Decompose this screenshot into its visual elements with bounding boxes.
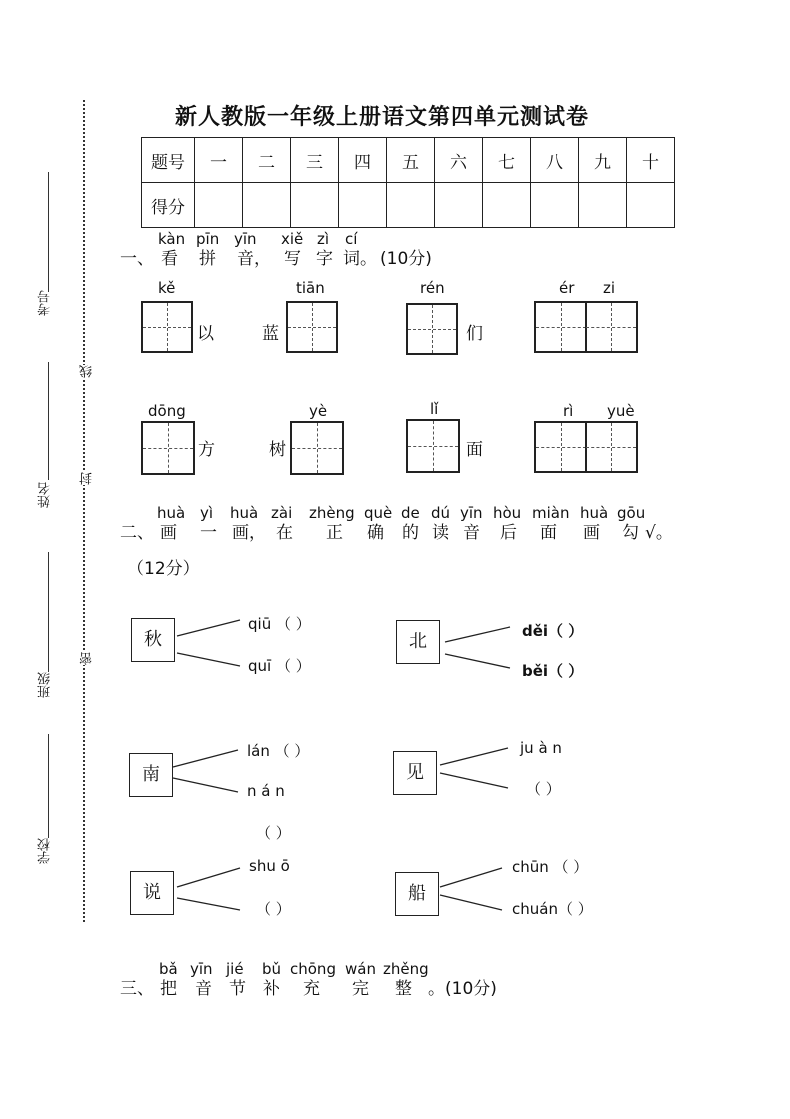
char-box-nan: 南 bbox=[129, 753, 173, 797]
section-number: 二、 bbox=[120, 523, 154, 543]
section-number: 一、 bbox=[120, 249, 154, 269]
pinyin: chōng bbox=[290, 960, 336, 978]
char-box-qiu: 秋 bbox=[131, 618, 175, 662]
hanzi: 在 bbox=[276, 523, 293, 543]
row-label-number: 题号 bbox=[142, 138, 195, 183]
pinyin-ke: kě bbox=[158, 279, 176, 297]
option-a[interactable]: qiū （ ） bbox=[248, 615, 311, 633]
char-box-chuan: 船 bbox=[395, 872, 439, 916]
hanzi-mian: 面 bbox=[466, 440, 483, 460]
option-a-blank[interactable]: （ ） bbox=[256, 900, 291, 918]
pinyin: huà bbox=[157, 504, 186, 522]
char-box-shuo: 说 bbox=[130, 871, 174, 915]
pinyin: dú bbox=[431, 504, 451, 522]
option-b[interactable]: běi（ ） bbox=[522, 662, 584, 680]
option-a[interactable]: lán （ ） bbox=[247, 742, 310, 760]
hanzi: 看 bbox=[161, 249, 178, 269]
pinyin-ren: rén bbox=[420, 279, 445, 297]
pinyin: hòu bbox=[493, 504, 522, 522]
row-label-score: 得分 bbox=[142, 183, 195, 228]
hanzi-men: 们 bbox=[466, 324, 483, 344]
section-number: 三、 bbox=[120, 979, 154, 999]
table-cell: 八 bbox=[531, 138, 579, 183]
hanzi: 字 bbox=[316, 249, 333, 269]
hanzi-shu: 树 bbox=[269, 440, 286, 460]
table-cell: 二 bbox=[243, 138, 291, 183]
section-score: 。(10分) bbox=[428, 979, 497, 999]
pinyin-dong: dōng bbox=[148, 402, 186, 420]
hanzi: 勾 bbox=[622, 523, 639, 543]
hanzi: 音， bbox=[237, 249, 271, 269]
option-a[interactable]: shu ō bbox=[249, 857, 290, 875]
name-label: 姓名 bbox=[38, 482, 53, 508]
pinyin-yue: yuè bbox=[607, 402, 635, 420]
exam-no-label: 考号 bbox=[38, 290, 53, 316]
pinyin: gōu bbox=[617, 504, 646, 522]
option-a[interactable]: chūn （ ） bbox=[512, 858, 589, 876]
section-score: （12分） bbox=[127, 559, 200, 579]
table-cell: 四 bbox=[339, 138, 387, 183]
option-b[interactable]: n á n bbox=[247, 782, 285, 800]
pinyin: wán bbox=[345, 960, 376, 978]
section-score: (10分) bbox=[380, 249, 432, 269]
pinyin: zhěng bbox=[383, 960, 429, 978]
pinyin: yīn bbox=[460, 504, 483, 522]
hanzi: 写 bbox=[284, 249, 301, 269]
pinyin: huà bbox=[580, 504, 609, 522]
char-box-bei: 北 bbox=[396, 620, 440, 664]
class-label: 班级 bbox=[38, 672, 53, 698]
pinyin: yīn bbox=[190, 960, 213, 978]
pinyin: zài bbox=[271, 504, 293, 522]
pinyin: cí bbox=[345, 230, 358, 248]
hanzi: 节 bbox=[229, 979, 246, 999]
pinyin-ri: rì bbox=[563, 402, 574, 420]
pinyin: miàn bbox=[532, 504, 570, 522]
hanzi-fang: 方 bbox=[198, 440, 215, 460]
pinyin: zhèng bbox=[309, 504, 355, 522]
hanzi: 后 bbox=[500, 523, 517, 543]
table-cell: 六 bbox=[435, 138, 483, 183]
table-cell: 九 bbox=[579, 138, 627, 183]
pinyin: kàn bbox=[158, 230, 186, 248]
hanzi: 面 bbox=[540, 523, 557, 543]
hanzi: 读 bbox=[432, 523, 449, 543]
binding-mark-xian: 线 bbox=[80, 365, 95, 378]
pinyin: yīn bbox=[234, 230, 257, 248]
pinyin: zì bbox=[317, 230, 330, 248]
pinyin: bǔ bbox=[262, 960, 282, 978]
school-label: 学校 bbox=[38, 838, 53, 864]
table-cell: 七 bbox=[483, 138, 531, 183]
pinyin: què bbox=[364, 504, 393, 522]
pinyin-tian: tiān bbox=[296, 279, 325, 297]
table-cell: 五 bbox=[387, 138, 435, 183]
pinyin: jié bbox=[226, 960, 244, 978]
pinyin: yì bbox=[200, 504, 214, 522]
hanzi: 音 bbox=[463, 523, 480, 543]
hanzi: 整 bbox=[395, 979, 412, 999]
table-cell: 三 bbox=[291, 138, 339, 183]
hanzi-yi: 以 bbox=[197, 324, 214, 344]
binding-mark-mi: 密 bbox=[80, 652, 95, 665]
pinyin-zi: zi bbox=[603, 279, 616, 297]
hanzi: 画， bbox=[232, 523, 266, 543]
page-title: 新人教版一年级上册语文第四单元测试卷 bbox=[175, 104, 590, 130]
hanzi: 画 bbox=[160, 523, 177, 543]
hanzi: 补 bbox=[263, 979, 280, 999]
pinyin: huà bbox=[230, 504, 259, 522]
hanzi: √。 bbox=[645, 523, 673, 543]
option-b-blank[interactable]: （ ） bbox=[256, 824, 291, 842]
pinyin: pīn bbox=[196, 230, 220, 248]
hanzi: 画 bbox=[583, 523, 600, 543]
pinyin: xiě bbox=[281, 230, 304, 248]
hanzi: 音 bbox=[195, 979, 212, 999]
option-b[interactable]: chuán（ ） bbox=[512, 900, 593, 918]
hanzi: 确 bbox=[367, 523, 384, 543]
pinyin: bǎ bbox=[159, 960, 178, 978]
option-a[interactable]: děi（ ） bbox=[522, 622, 584, 640]
pinyin: de bbox=[401, 504, 420, 522]
hanzi: 正 bbox=[326, 523, 343, 543]
option-a-blank[interactable]: （ ） bbox=[526, 780, 561, 798]
hanzi: 一 bbox=[200, 523, 217, 543]
table-cell: 一 bbox=[195, 138, 243, 183]
pinyin-li: lǐ bbox=[430, 400, 439, 418]
hanzi: 完 bbox=[352, 979, 369, 999]
hanzi: 的 bbox=[402, 523, 419, 543]
hanzi: 把 bbox=[160, 979, 177, 999]
option-a[interactable]: ju à n bbox=[520, 739, 562, 757]
char-box-jian: 见 bbox=[393, 751, 437, 795]
binding-mark-feng: 封 bbox=[80, 472, 95, 485]
hanzi-lan: 蓝 bbox=[262, 324, 279, 344]
hanzi: 拼 bbox=[199, 249, 216, 269]
hanzi: 充 bbox=[303, 979, 320, 999]
hanzi: 词。 bbox=[343, 249, 377, 269]
table-cell: 十 bbox=[627, 138, 675, 183]
pinyin-er: ér bbox=[559, 279, 575, 297]
option-b[interactable]: quī （ ） bbox=[248, 657, 311, 675]
pinyin-ye: yè bbox=[309, 402, 328, 420]
